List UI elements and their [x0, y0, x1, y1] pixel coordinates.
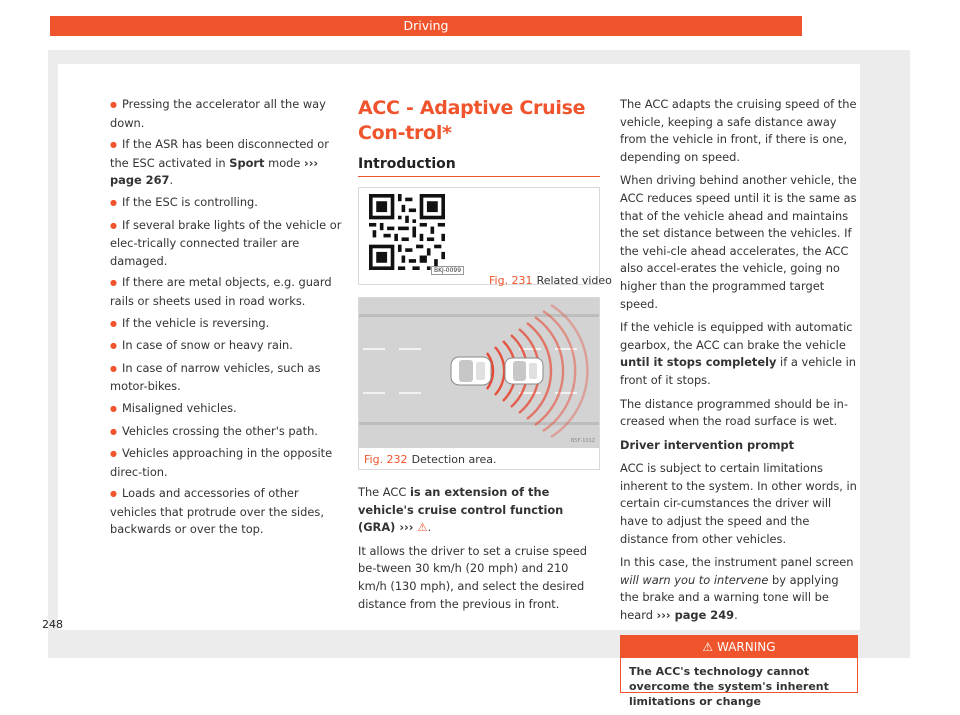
paragraph: If the vehicle is equipped with automatic gearbox, the ACC can brake the vehicle until it stops completely if a vehicle in front of it stops.: [620, 320, 857, 387]
section-header: [50, 16, 802, 36]
subheading: Driver intervention prompt: [620, 437, 795, 452]
list-item: ● In case of snow or heavy rain.: [110, 337, 342, 356]
figure-number: Fig. 231: [489, 274, 533, 287]
list-item: ● If there are metal objects, e.g. guard rails or sheets used in road works.: [110, 274, 342, 310]
list-item: ● If the ESC is controlling.: [110, 194, 342, 213]
figure-code: B5F-1012: [570, 438, 595, 444]
paragraph: It allows the driver to set a cruise speed be-tween 30 km/h (20 mph) and 210 km/h (130 mph), and select the desired distance from the previous in front.: [358, 543, 588, 611]
list-item: ● Loads and accessories of other vehicles that protrude over the sides, backwards or over the top.: [110, 485, 342, 539]
car-icon: [451, 357, 491, 385]
acc-description: [620, 96, 858, 708]
list-item: ● If the ASR has been disconnected or the ESC activated in Sport mode ››› page 267.: [110, 136, 342, 190]
list-item: ● Vehicles approaching in the opposite direc-tion.: [110, 445, 342, 481]
page-reference-link[interactable]: ››› page 249: [656, 608, 735, 623]
warning-icon: ⚠: [702, 639, 714, 654]
list-item: ● Misaligned vehicles.: [110, 400, 342, 419]
vehicle-ahead-icon: [505, 358, 543, 384]
list-item: ● If the vehicle is reversing.: [110, 315, 342, 334]
figure-caption: Fig. 231 Related video: [489, 274, 612, 287]
figure-detection-area: [358, 297, 600, 470]
list-item: ● Vehicles crossing the other's path.: [110, 423, 342, 442]
page-reference-link[interactable]: ››› page 267: [110, 155, 319, 188]
section-title: Driving: [403, 18, 449, 33]
limitations-list: [110, 96, 342, 543]
paragraph: The ACC is an extension of the vehicle's cruise control function (GRA) ››› ⚠.: [358, 485, 564, 535]
acc-section: [358, 96, 612, 619]
intro-text: [358, 484, 600, 613]
qr-code-icon[interactable]: [369, 194, 445, 270]
warning-text: The ACC's technology cannot overcome the system's inherent limitations or change: [629, 664, 829, 708]
warning-triangle-icon[interactable]: ⚠: [417, 520, 428, 535]
list-item: ● If several brake lights of the vehicle or elec-trically connected trailer are damaged.: [110, 217, 342, 271]
figure-number: Fig. 232: [364, 453, 408, 466]
figure-code: BKJ-0099: [431, 266, 464, 275]
list-item: ● In case of narrow vehicles, such as motor-bikes.: [110, 360, 342, 396]
sport-mode-label: Sport: [229, 155, 265, 170]
paragraph: When driving behind another vehicle, the ACC reduces speed until it is the same as that of the vehicle ahead and maintains the set distance between the vehicles. If the vehi-cle ahead accelerates, the ACC also accel-erates the vehicle, going no higher than the programmed target speed.: [620, 173, 857, 311]
paragraph: ACC is subject to certain limitations inherent to the system. In other words, in certain cir-cumstances the driver will have to adjust the speed and the distance from other vehicles.: [620, 461, 857, 546]
page-number: 248: [42, 618, 63, 631]
detection-area-illustration: [359, 298, 599, 448]
warning-header: ⚠ WARNING: [621, 636, 857, 658]
warning-box: [620, 635, 858, 708]
subsection-heading: Introduction: [358, 156, 600, 177]
list-item: ● Pressing the accelerator all the way down.: [110, 96, 342, 132]
paragraph: The distance programmed should be in-creased when the road surface is wet.: [620, 396, 848, 429]
section-heading: ACC - Adaptive Cruise Con-trol*: [358, 97, 586, 144]
paragraph: The ACC adapts the cruising speed of the vehicle, keeping a safe distance away from the vehicle in front, if there is one, depending on speed.: [620, 97, 857, 164]
figure-related-video: [358, 187, 612, 287]
figure-caption: Fig. 232 Detection area.: [364, 453, 497, 466]
paragraph: In this case, the instrument panel screen will warn you to intervene by applying the brake and a warning tone will be heard ››› page 249.: [620, 555, 854, 623]
